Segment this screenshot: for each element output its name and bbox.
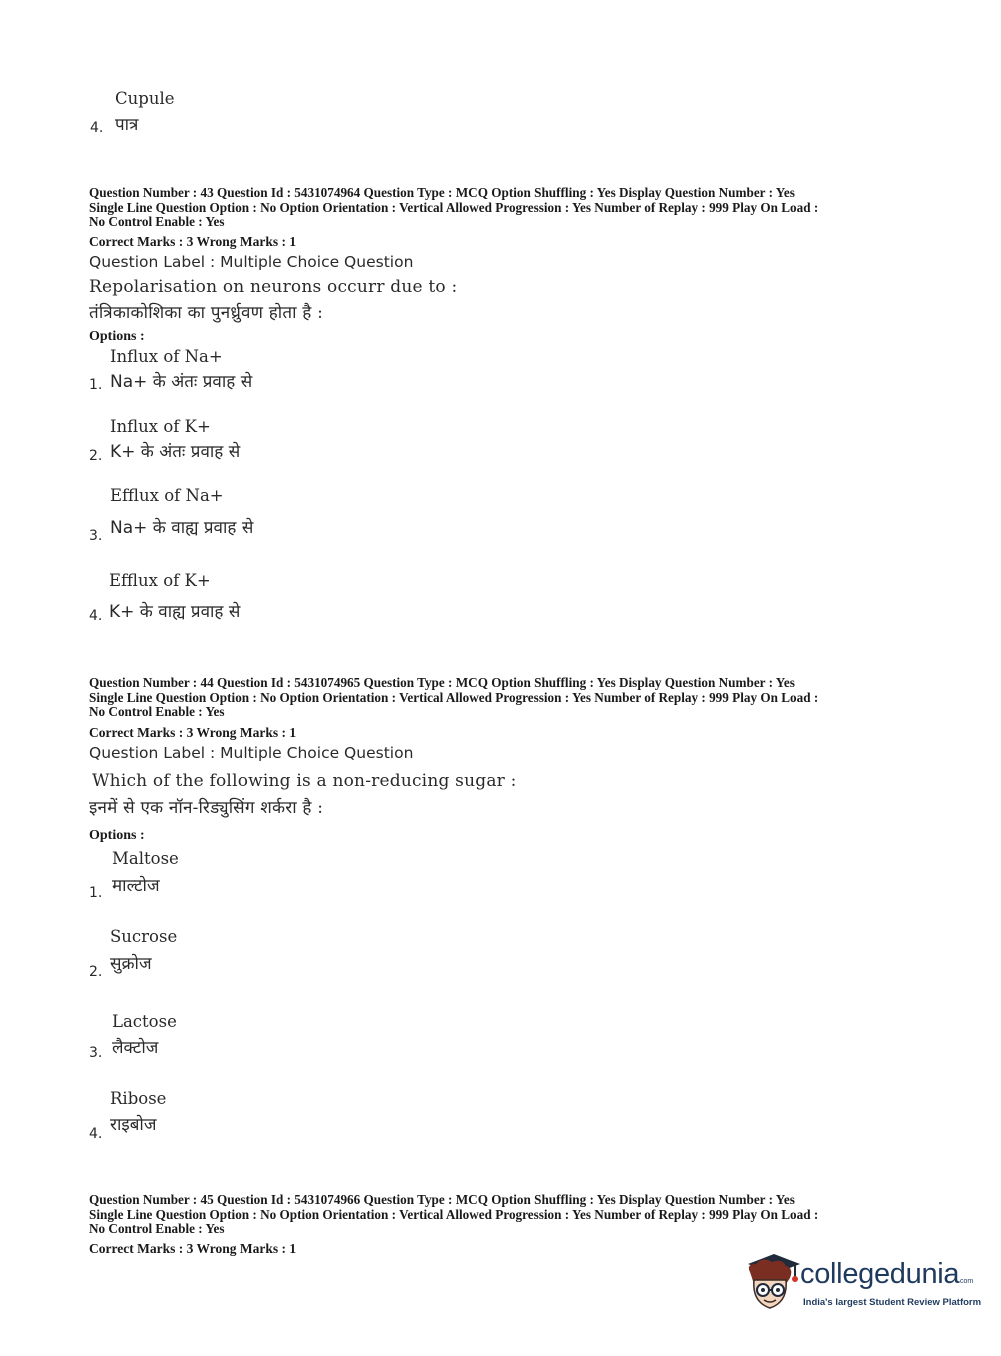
logo-wordmark: collegedunia bbox=[800, 1258, 960, 1290]
option-hindi: Na+ के अंतः प्रवाह से bbox=[110, 372, 253, 392]
option-number: 1. bbox=[89, 377, 103, 393]
question-label: Question Label : Multiple Choice Question bbox=[89, 744, 414, 762]
option-english: Lactose bbox=[112, 1012, 177, 1031]
question-meta-line: Question Number : 43 Question Id : 5431074964 Question Type : MCQ Option Shuffling : Yes Display Question Number : Yes bbox=[89, 185, 795, 200]
question-meta-line: No Control Enable : Yes bbox=[89, 704, 225, 719]
option-english: Efflux of K+ bbox=[109, 571, 211, 590]
logo-tagline: India's largest Student Review Platform bbox=[803, 1297, 982, 1308]
option-english: Ribose bbox=[110, 1089, 167, 1108]
question-text-english: Which of the following is a non-reducing sugar : bbox=[92, 771, 517, 791]
option-number: 2. bbox=[89, 964, 103, 980]
marks-info: Correct Marks : 3 Wrong Marks : 1 bbox=[89, 234, 297, 249]
question-text-hindi: इनमें से एक नॉन-रिड्युसिंग शर्करा है : bbox=[89, 798, 324, 818]
option-hindi: सुक्रोज bbox=[110, 954, 152, 974]
option-english: Maltose bbox=[112, 849, 179, 868]
question-meta-line: No Control Enable : Yes bbox=[89, 214, 225, 229]
question-meta-line: No Control Enable : Yes bbox=[89, 1221, 225, 1236]
option-english: Influx of Na+ bbox=[110, 347, 223, 366]
question-meta-line: Question Number : 44 Question Id : 5431074965 Question Type : MCQ Option Shuffling : Yes Display Question Number : Yes bbox=[89, 675, 795, 690]
option-number: 3. bbox=[89, 1045, 103, 1061]
option-number: 4. bbox=[89, 608, 103, 624]
marks-info: Correct Marks : 3 Wrong Marks : 1 bbox=[89, 1241, 297, 1256]
option-4-hindi: पात्र bbox=[115, 115, 139, 135]
question-meta-line: Single Line Question Option : No Option Orientation : Vertical Allowed Progression : Yes Number of Replay : 999 Play On Load : bbox=[89, 1206, 819, 1222]
question-meta-line: Question Number : 45 Question Id : 5431074966 Question Type : MCQ Option Shuffling : Yes Display Question Number : Yes bbox=[89, 1192, 795, 1207]
option-hindi: K+ के अंतः प्रवाह से bbox=[110, 442, 241, 462]
option-4-number: 4. bbox=[90, 120, 104, 136]
mascot-icon bbox=[740, 1250, 802, 1316]
option-hindi: राइबोज bbox=[110, 1115, 157, 1135]
option-hindi: माल्टोज bbox=[112, 876, 160, 896]
option-english: Efflux of Na+ bbox=[110, 486, 224, 505]
option-number: 1. bbox=[89, 885, 103, 901]
question-meta-line: Single Line Question Option : No Option Orientation : Vertical Allowed Progression : Yes Number of Replay : 999 Play On Load : bbox=[89, 689, 819, 705]
question-meta-line: Single Line Question Option : No Option Orientation : Vertical Allowed Progression : Yes Number of Replay : 999 Play On Load : bbox=[89, 199, 819, 215]
option-hindi: Na+ के वाह्य प्रवाह से bbox=[110, 518, 254, 538]
collegedunia-logo[interactable] bbox=[740, 1250, 982, 1320]
option-hindi: लैक्टोज bbox=[112, 1038, 159, 1058]
option-english: Sucrose bbox=[110, 927, 178, 946]
logo-domain: .com bbox=[958, 1278, 974, 1285]
question-text-hindi: तंत्रिकाकोशिका का पुनर्ध्रुवण होता है : bbox=[89, 303, 324, 323]
question-label: Question Label : Multiple Choice Question bbox=[89, 253, 414, 271]
question-text-english: Repolarisation on neurons occurr due to : bbox=[89, 277, 458, 297]
option-number: 4. bbox=[89, 1126, 103, 1142]
option-number: 3. bbox=[89, 528, 103, 544]
option-hindi: K+ के वाह्य प्रवाह से bbox=[109, 602, 241, 622]
options-label: Options : bbox=[89, 329, 145, 344]
marks-info: Correct Marks : 3 Wrong Marks : 1 bbox=[89, 725, 297, 740]
option-4-english: Cupule bbox=[115, 89, 175, 108]
option-english: Influx of K+ bbox=[110, 417, 211, 436]
options-label: Options : bbox=[89, 828, 145, 843]
option-number: 2. bbox=[89, 448, 103, 464]
